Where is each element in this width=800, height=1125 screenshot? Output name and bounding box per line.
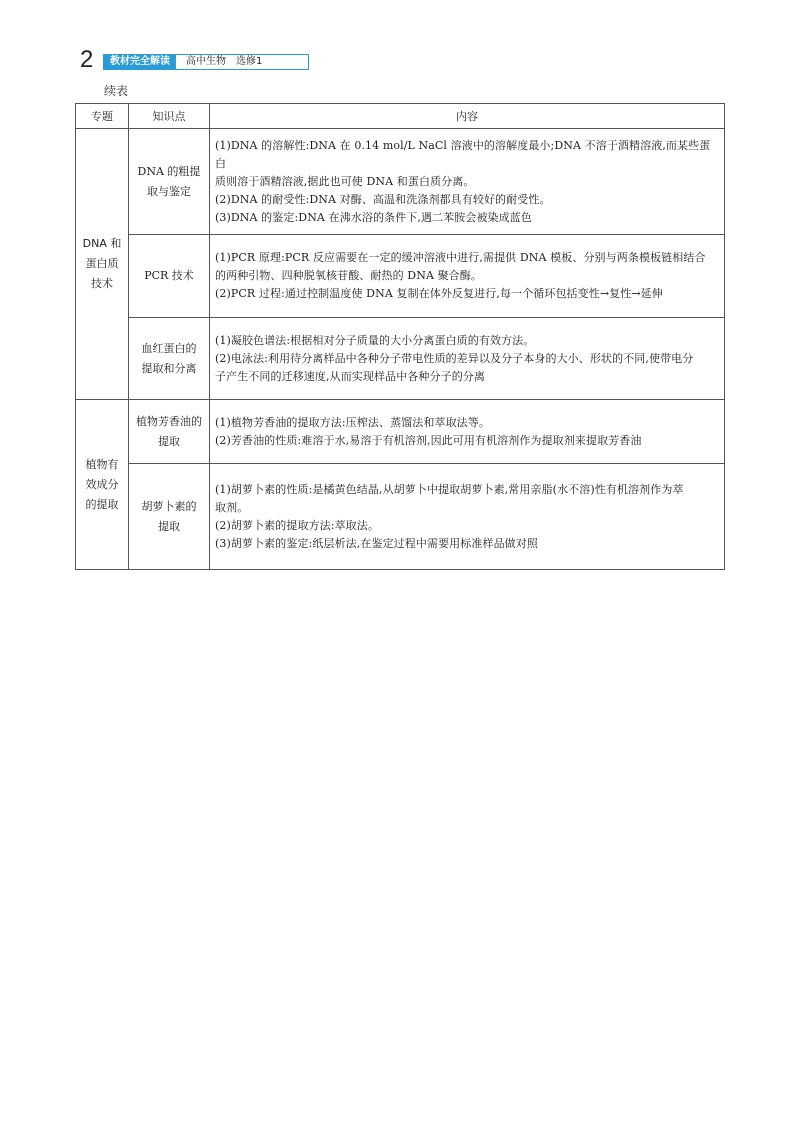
knowledge-point-text: PCR 技术 bbox=[144, 269, 194, 282]
content-cell bbox=[210, 400, 725, 464]
page-number: 2 bbox=[80, 46, 94, 73]
knowledge-point-text: 胡萝卜素的 bbox=[141, 499, 197, 513]
column-header-topic: 专题 bbox=[76, 104, 129, 129]
knowledge-point-text: 血红蛋白的 bbox=[141, 341, 197, 355]
table-header-row bbox=[76, 104, 725, 129]
content-line: (2)DNA 的耐受性:DNA 对酶、高温和洗涤剂都具有较好的耐受性。 bbox=[215, 192, 551, 206]
topic-cell bbox=[76, 400, 129, 570]
content-cell bbox=[210, 235, 725, 318]
knowledge-point-text: 提取和分离 bbox=[141, 361, 197, 375]
content-cell bbox=[210, 318, 725, 400]
knowledge-point-cell bbox=[129, 235, 210, 318]
topic-cell bbox=[76, 129, 129, 400]
topic-text: 技术 bbox=[91, 277, 113, 290]
topic-text: 植物有 bbox=[85, 457, 119, 471]
content-line: 子产生不同的迁移速度,从而实现样品中各种分子的分离 bbox=[215, 369, 485, 383]
knowledge-point-text: 植物芳香油的 bbox=[136, 414, 202, 428]
topic-text: 的提取 bbox=[85, 497, 119, 511]
book-title: 高中生物 选修1 bbox=[186, 56, 263, 67]
topic-text: DNA 和 bbox=[82, 237, 122, 250]
content-line: (2)PCR 过程:通过控制温度使 DNA 复制在体外反复进行,每一个循环包括变性→复性→延伸 bbox=[215, 287, 663, 300]
knowledge-point-text: DNA 的粗提 bbox=[137, 164, 201, 178]
knowledge-point-cell bbox=[129, 129, 210, 235]
knowledge-point-text: 取与鉴定 bbox=[147, 184, 191, 198]
content-line: (1)DNA 的溶解性:DNA 在 0.14 mol/L NaCl 溶液中的溶解度最小;DNA 不溶于酒精溶液,而某些蛋白 bbox=[215, 138, 711, 170]
content-line: (1)PCR 原理:PCR 反应需要在一定的缓冲溶液中进行,需提供 DNA 模板、分别与两条模板链相结合 bbox=[215, 251, 706, 264]
content-line: (2)芳香油的性质:难溶于水,易溶于有机溶剂,因此可用有机溶剂作为提取剂来提取芳香油 bbox=[215, 433, 642, 447]
content-line: (1)凝胶色谱法:根据相对分子质量的大小分离蛋白质的有效方法。 bbox=[215, 333, 535, 347]
series-title: 教材完全解读 bbox=[104, 55, 176, 69]
table-row bbox=[76, 400, 725, 464]
content-line: 的两种引物、四种脱氧核苷酸、耐热的 DNA 聚合酶。 bbox=[215, 269, 482, 282]
content-line: 质则溶于酒精溶液,据此也可使 DNA 和蛋白质分离。 bbox=[215, 174, 475, 188]
content-cell bbox=[210, 129, 725, 235]
knowledge-table bbox=[75, 103, 725, 570]
content-cell bbox=[210, 464, 725, 570]
content-line: (3)胡萝卜素的鉴定:纸层析法,在鉴定过程中需要用标准样品做对照 bbox=[215, 536, 538, 550]
content-line: (1)胡萝卜素的性质:是橘黄色结晶,从胡萝卜中提取胡萝卜素,常用亲脂(水不溶)性有机溶剂作为萃 bbox=[215, 482, 684, 496]
content-line: (3)DNA 的鉴定:DNA 在沸水浴的条件下,遇二苯胺会被染成蓝色 bbox=[215, 210, 532, 224]
content-line: 取剂。 bbox=[215, 500, 249, 514]
topic-text: 蛋白质 bbox=[85, 257, 119, 270]
knowledge-point-text: 提取 bbox=[158, 519, 180, 533]
knowledge-point-text: 提取 bbox=[158, 434, 180, 448]
topic-text: 效成分 bbox=[85, 477, 119, 491]
content-line: (2)胡萝卜素的提取方法:萃取法。 bbox=[215, 518, 379, 532]
column-header-content: 内容 bbox=[210, 104, 725, 129]
knowledge-point-cell bbox=[129, 400, 210, 464]
table-row bbox=[76, 129, 725, 235]
continued-label: 续表 bbox=[104, 84, 129, 98]
table-row bbox=[76, 235, 725, 318]
table-row bbox=[76, 464, 725, 570]
running-header bbox=[103, 54, 309, 70]
knowledge-point-cell bbox=[129, 464, 210, 570]
knowledge-point-cell bbox=[129, 318, 210, 400]
column-header-knowledge-point: 知识点 bbox=[129, 104, 210, 129]
content-line: (2)电泳法:利用待分离样品中各种分子带电性质的差异以及分子本身的大小、形状的不同,使带电分 bbox=[215, 351, 694, 365]
content-line: (1)植物芳香油的提取方法:压榨法、蒸馏法和萃取法等。 bbox=[215, 415, 490, 429]
table-row bbox=[76, 318, 725, 400]
